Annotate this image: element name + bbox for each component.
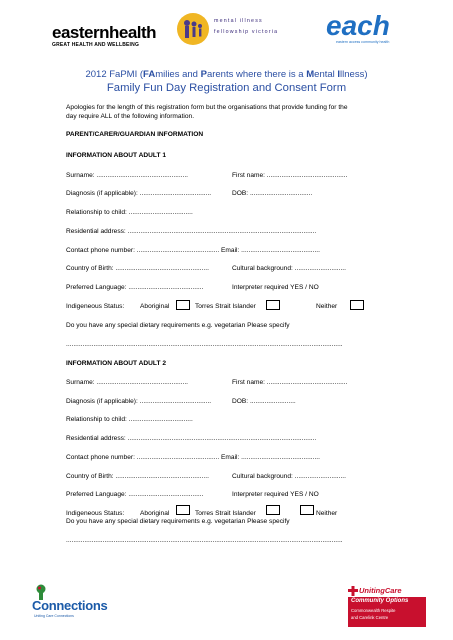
adult1-surname-field[interactable]: Surname: .................................................. (66, 172, 189, 179)
adult1-country-field[interactable]: Country of Birth: ................................................... (66, 265, 209, 272)
title-part: llness) (340, 69, 368, 80)
title-bold-p: P (200, 69, 207, 80)
connections-name: Connections (32, 598, 108, 613)
adult2-diagnosis-field[interactable]: Diagnosis (if applicable): ....................................... (66, 398, 212, 405)
adult1-torres-label: Torres Strait Islander (195, 303, 256, 310)
adult2-interpreter-field[interactable]: Interpreter required YES / NO (232, 491, 319, 498)
adult2-torres-label: Torres Strait Islander (195, 510, 256, 517)
adult1-aboriginal-label: Aboriginal (140, 303, 170, 310)
each-name: each (326, 10, 390, 41)
title-bold-i: I (337, 69, 341, 80)
adult1-diagnosis-field[interactable]: Diagnosis (if applicable): ....................................... (66, 190, 212, 197)
adult2-indigenous-label: Indigeneous Status: (66, 510, 125, 517)
intro-line2: day require ALL of the following information. (66, 113, 195, 120)
adult2-dietary-label: Do you have any special dietary requirements e.g. vegetarian Please specify (66, 518, 290, 525)
adult1-neither-checkbox[interactable] (350, 300, 364, 310)
adult1-language-field[interactable]: Preferred Language: ......................................... (66, 284, 204, 291)
title-part: 2012 FaPMI ( (85, 69, 144, 80)
title-part: ental (314, 69, 338, 80)
unitingcare-sub3: and Carelink Centre (351, 615, 389, 620)
adult2-first-name-field[interactable]: First name: ............................................ (232, 379, 348, 386)
eastern-health-name: easternhealth (52, 23, 157, 42)
adult1-dob-field[interactable]: DOB: .................................. (232, 190, 313, 197)
adult1-neither-label: Neither (316, 303, 338, 310)
adult1-dietary-label: Do you have any special dietary requirements e.g. vegetarian Please specify (66, 322, 290, 329)
adult2-dietary-field[interactable]: ....................................................................................................................................................... (66, 537, 343, 544)
connections-logo (32, 584, 132, 628)
adult2-neither-checkbox[interactable] (300, 505, 314, 515)
eastern-health-tagline: GREAT HEALTH AND WELLBEING (52, 42, 140, 48)
adult2-dob-field[interactable]: DOB: ......................... (232, 398, 296, 405)
adult1-dietary-field[interactable]: ....................................................................................................................................................... (66, 341, 343, 348)
adult2-language-field[interactable]: Preferred Language: ......................................... (66, 491, 204, 498)
title-part: arents where there is a (206, 69, 307, 80)
mifv-logo (176, 12, 316, 48)
unitingcare-sub2: Commonwealth Respite (351, 608, 396, 613)
unitingcare-name: UnitingCare (359, 586, 402, 595)
adult1-first-name-field[interactable]: First name: ............................................ (232, 172, 348, 179)
adult1-indigenous-label: Indigeneous Status: (66, 303, 125, 310)
unitingcare-logo (348, 584, 426, 632)
title-bold-fa: FA (143, 69, 156, 80)
eastern-health-logo (52, 24, 162, 60)
each-logo (326, 12, 406, 52)
connections-tagline: Uniting Care Connections (34, 614, 74, 618)
adult1-relationship-field[interactable]: Relationship to child: ................................... (66, 209, 193, 216)
adult1-interpreter-field[interactable]: Interpreter required YES / NO (232, 284, 319, 291)
adult1-cultural-field[interactable]: Cultural background: ............................ (232, 265, 346, 272)
adult2-country-field[interactable]: Country of Birth: ................................................... (66, 473, 209, 480)
adult1-address-field[interactable]: Residential address: ....................................................................................................... (66, 228, 317, 235)
section-heading-parent: PARENT/CARER/GUARDIAN INFORMATION (66, 131, 204, 138)
unitingcare-sub1: Community Options (351, 598, 409, 604)
unitingcare-cross-icon (348, 586, 358, 596)
adult2-aboriginal-checkbox[interactable] (176, 505, 190, 515)
intro-line1: Apologies for the length of this registration form but the organisations that provide funding for the (66, 104, 348, 111)
mifv-line1: mental illness (214, 18, 263, 24)
adult1-heading: INFORMATION ABOUT ADULT 1 (66, 152, 166, 159)
each-tagline: eastern access community health (336, 40, 390, 44)
mifv-line2: fellowship victoria (214, 29, 279, 35)
adult1-contact-email-field[interactable]: Contact phone number: ............................................. Email: ........................................... (66, 247, 320, 254)
adult2-surname-field[interactable]: Surname: .................................................. (66, 379, 189, 386)
adult2-neither-label: Neither (316, 510, 338, 517)
adult1-aboriginal-checkbox[interactable] (176, 300, 190, 310)
adult2-address-field[interactable]: Residential address: ....................................................................................................... (66, 435, 317, 442)
adult2-aboriginal-label: Aboriginal (140, 510, 170, 517)
form-subtitle (0, 69, 453, 80)
adult2-relationship-field[interactable]: Relationship to child: ................................... (66, 416, 193, 423)
title-bold-m: M (306, 69, 315, 80)
adult1-torres-checkbox[interactable] (266, 300, 280, 310)
adult2-contact-email-field[interactable]: Contact phone number: ............................................. Email: ........................................... (66, 454, 320, 461)
adult2-cultural-field[interactable]: Cultural background: ............................ (232, 473, 346, 480)
title-part: milies and (155, 69, 201, 80)
mifv-figures-icon (176, 12, 210, 46)
adult2-heading: INFORMATION ABOUT ADULT 2 (66, 360, 166, 367)
adult2-torres-checkbox[interactable] (266, 505, 280, 515)
page-title: Family Fun Day Registration and Consent Form (106, 82, 347, 94)
